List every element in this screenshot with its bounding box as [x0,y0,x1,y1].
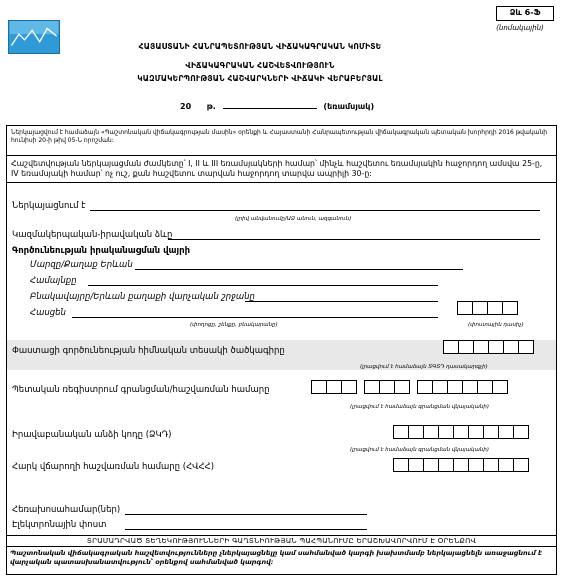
digit-cell[interactable] [473,340,489,354]
committee-title: ՀԱՅԱՍՏԱՆԻ ՀԱՆՐԱՊԵՏՈՒԹՅԱՆ ՎԻՃԱԿԱԳՐԱԿԱՆ ԿՈՄԻՏԵ [138,42,382,51]
report-subtitle: ԿԱԶՄԱԿԵՐՊՈՒԹՅԱՆ ՀԱՇՎԱՐԿՆԵՐԻ ՎԻՃԱԿԻ ՎԵՐԱԲԵՐՅԱԼ [137,74,383,83]
digit-cell[interactable] [311,380,327,394]
region-input[interactable] [135,269,463,270]
chart-logo-icon [9,21,59,53]
registration-hint: (լրացվում է համաձայն գրանցման վկայականի) [350,404,489,410]
legal-code-cells[interactable] [393,425,528,439]
digit-cell[interactable] [408,458,424,472]
digit-cell[interactable] [443,340,459,354]
digit-cell[interactable] [492,380,508,394]
digit-cell[interactable] [326,380,342,394]
email-label: Էլեկտրոնային փոստ [12,520,107,530]
digit-cell[interactable] [457,301,473,315]
digit-cell[interactable] [472,301,488,315]
registration-label: Պետական ռեգիստրում գրանցման/հաշվառման համարը [12,385,270,395]
digit-cell[interactable] [458,340,474,354]
digit-cell[interactable] [393,458,409,472]
form-code-subtitle: (նոմակային) [496,24,544,32]
digit-cell[interactable] [453,425,469,439]
liability-note: Պաշտոնական վիճակագրական հաշվետվությունները չներկայացնելը կամ սահմանված կարգի խախտմամբ ներկայացնելն առաջացնում է վարչական պատասխանատվություն՝ օրենքով սահմանված կարգով: [6,547,557,575]
digit-cell[interactable] [453,458,469,472]
digit-cell[interactable] [393,425,409,439]
stat-logo [8,20,60,54]
tax-id-label: Հարկ վճարողի հաշվառման համարը (ՀՎՀՀ) [12,462,215,472]
postal-hint: (փոստային դասիչ) [468,322,524,328]
legal-basis-text: Ներկայացվում է համաձայն «Պաշտոնական վիճակագրության մասին» օրենքի և Հայաստանի Հանրապետության վիճակագրական պետական խորհրդի 2016 թվականի հունիսի 20-ի թիվ 05-Ն որոշման: [6,125,557,155]
deadline-text: Հաշվետվության ներկայացման ժամկետը՝ I, II և III եռամսյակների համար՝ մինչև հաշվետու եռամսյակին հաջորդող ամսվա 25-ը, IV եռամսյակի համար՝ ոչ ուշ, քան հաշվետու տարվան հաջորդող տարվա ապրիլի 30-ը: [6,155,557,183]
digit-cell[interactable] [417,380,433,394]
activity-place-heading: Գործունեության իրականացման վայրի [12,246,191,256]
digit-cell[interactable] [498,425,514,439]
postal-code-cells[interactable] [457,301,517,315]
digit-cell[interactable] [488,340,504,354]
digit-cell[interactable] [498,458,514,472]
digit-cell[interactable] [502,301,518,315]
region-label: Մարզը/Քաղաք Երևան [30,260,133,270]
digit-cell[interactable] [438,458,454,472]
digit-cell[interactable] [432,380,448,394]
community-label: Համայնքը [30,276,77,286]
activity-type-label: Փաստացի գործունեության հիմնական տեսակի ծածկագիրը [12,346,285,356]
digit-cell[interactable] [364,380,380,394]
address-hint: (փողոցը, շենքը, բնակարանը) [190,322,278,328]
digit-cell[interactable] [513,425,529,439]
digit-cell[interactable] [423,458,439,472]
year-suffix: թ. [206,102,216,111]
address-input[interactable] [72,317,438,318]
address-label: Հասցեն [30,308,66,318]
submitter-hint: (լրիվ անվանումը/ԱՁ անուն, ազգանուն) [235,216,352,222]
digit-cell[interactable] [468,458,484,472]
digit-cell[interactable] [462,380,478,394]
legal-code-label: Իրավաբանական անձի կոդը (ՁԿԴ) [12,430,172,440]
digit-cell[interactable] [447,380,463,394]
form-code: Ձև 6-Ֆ [496,6,554,21]
digit-cell[interactable] [408,425,424,439]
digit-cell[interactable] [468,425,484,439]
phone-label: Հեռախոսահամար(ներ) [12,505,121,515]
year-prefix: 20 [180,102,192,111]
community-input[interactable] [88,285,438,286]
activity-type-cells[interactable] [443,340,533,354]
legal-form-label: Կազմակերպական-իրավական ձևը [12,230,173,240]
digit-cell[interactable] [341,380,357,394]
digit-cell[interactable] [487,301,503,315]
submitter-label: Ներկայացնում է [12,201,86,211]
phone-input[interactable] [125,514,367,515]
digit-cell[interactable] [518,340,534,354]
digit-cell[interactable] [394,380,410,394]
email-input[interactable] [125,529,367,530]
digit-cell[interactable] [477,380,493,394]
submitter-input[interactable] [90,210,540,211]
digit-cell[interactable] [379,380,395,394]
digit-cell[interactable] [423,425,439,439]
reporting-period-line [180,101,400,111]
settlement-input[interactable] [245,301,438,302]
digit-cell[interactable] [438,425,454,439]
digit-cell[interactable] [513,458,529,472]
activity-type-hint: (լրացվում է համաձայն ՏԳՏԴ դասակարգչի) [360,364,488,370]
digit-cell[interactable] [483,425,499,439]
confidentiality-banner: ՏՐԱՄԱԴՐՎԱԾ ՏԵՂԵԿՈՒԹՅՈՒՆՆԵՐԻ ԳԱՂՏՆԻՈՒԹՅԱՆ ՊԱՀՊԱՆՈՒՄԸ ԵՐԱՇԽԱՎՈՐՎՈՒՄ Է ՕՐԵՆՔՈՎ [6,535,557,547]
digit-cell[interactable] [483,458,499,472]
tax-id-cells[interactable] [393,458,528,472]
legal-form-input[interactable] [168,239,540,240]
legal-code-hint: (լրացվում է համաձայն գրանցման վկայականի) [350,447,489,453]
quarter-input[interactable] [223,101,317,109]
settlement-label: Բնակավայրը/Երևան քաղաքի վարչական շրջանը [30,292,255,302]
quarter-label: (եռամսյակ) [323,102,375,111]
digit-cell[interactable] [503,340,519,354]
registration-cells[interactable] [311,380,507,394]
report-title: ՎԻՃԱԿԱԳՐԱԿԱՆ ՀԱՇՎԵՏՎՈՒԹՅՈՒՆ [185,61,335,70]
